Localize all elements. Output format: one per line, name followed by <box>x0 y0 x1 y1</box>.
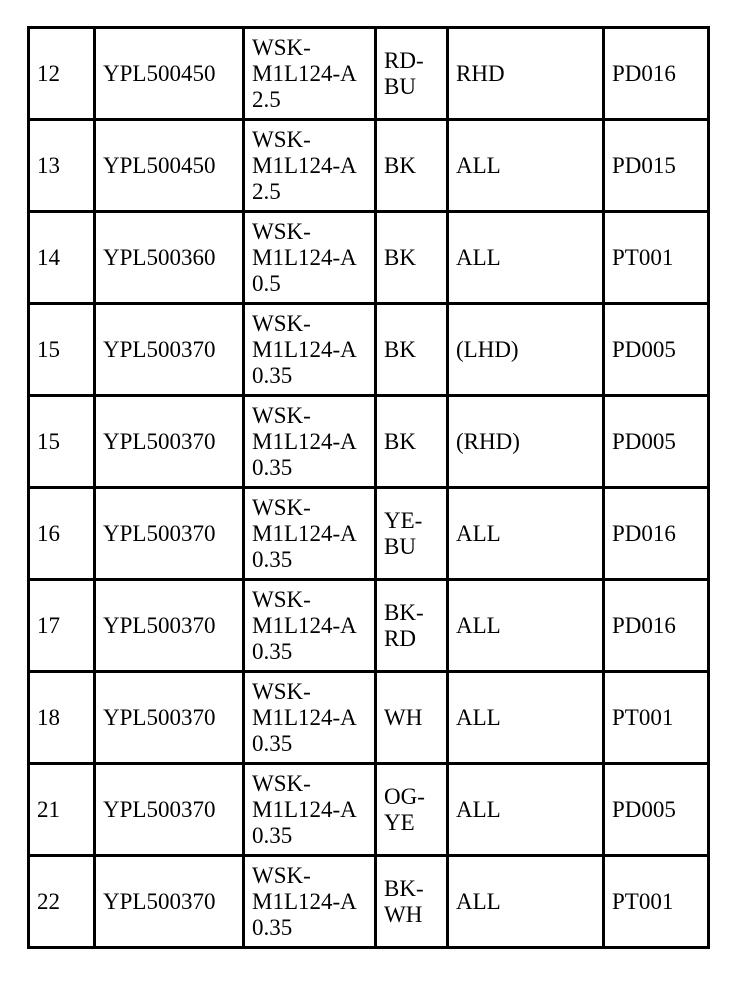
wire-spec-cell-line: 0.5 <box>252 270 281 296</box>
part-number-cell: YPL500450 <box>95 120 244 212</box>
wire-spec-cell <box>244 764 376 856</box>
wire-color-cell-line: YE <box>384 809 415 835</box>
wire-spec-cell-line: 0.35 <box>252 454 293 480</box>
wire-spec-cell <box>244 396 376 488</box>
wire-spec-cell-line: M1L124-A <box>252 704 357 730</box>
wire-spec-cell-line: M1L124-A <box>252 796 357 822</box>
row-number-cell: 17 <box>29 580 95 672</box>
connector-code-cell: PD005 <box>604 396 709 488</box>
wire-color-cell <box>376 28 448 120</box>
wire-spec-cell-line: 0.35 <box>252 362 293 388</box>
part-number-cell: YPL500370 <box>95 580 244 672</box>
wire-color-cell <box>376 856 448 948</box>
row-number-cell: 18 <box>29 672 95 764</box>
wire-color-cell-line: RD <box>384 625 416 651</box>
wire-color-cell <box>376 304 448 396</box>
wire-spec-cell-line: 0.35 <box>252 914 293 940</box>
row-number-cell: 13 <box>29 120 95 212</box>
part-number-cell: YPL500370 <box>95 672 244 764</box>
wire-spec-cell-line: 2.5 <box>252 86 281 112</box>
wire-spec-cell-line: WSK- <box>252 678 311 704</box>
wire-color-cell <box>376 120 448 212</box>
wire-color-cell <box>376 580 448 672</box>
wire-spec-cell-line: WSK- <box>252 402 311 428</box>
wire-spec-cell-line: 0.35 <box>252 822 293 848</box>
wire-spec-cell <box>244 212 376 304</box>
row-number-cell: 16 <box>29 488 95 580</box>
wire-table <box>27 26 710 949</box>
wire-color-cell-line: WH <box>384 901 423 927</box>
table-row <box>29 304 709 396</box>
row-number-cell: 15 <box>29 304 95 396</box>
wire-color-cell-line: YE- <box>384 507 423 533</box>
wire-spec-cell <box>244 488 376 580</box>
row-number-cell: 14 <box>29 212 95 304</box>
drive-side-cell: (RHD) <box>448 396 604 488</box>
drive-side-cell: RHD <box>448 28 604 120</box>
table-row <box>29 120 709 212</box>
wire-color-cell-line: BU <box>384 73 416 99</box>
wire-spec-cell-line: WSK- <box>252 770 311 796</box>
drive-side-cell: ALL <box>448 764 604 856</box>
wire-spec-cell-line: M1L124-A <box>252 244 357 270</box>
table-row <box>29 396 709 488</box>
wire-spec-cell-line: 0.35 <box>252 638 293 664</box>
part-number-cell: YPL500370 <box>95 488 244 580</box>
part-number-cell: YPL500370 <box>95 396 244 488</box>
wire-color-cell-line: BU <box>384 533 416 559</box>
wire-color-cell-line: BK <box>384 152 416 178</box>
table-row <box>29 580 709 672</box>
wire-color-cell <box>376 488 448 580</box>
part-number-cell: YPL500450 <box>95 28 244 120</box>
table-row <box>29 28 709 120</box>
wire-color-cell-line: RD- <box>384 47 424 73</box>
wire-color-cell-line: BK <box>384 428 416 454</box>
drive-side-cell: ALL <box>448 672 604 764</box>
row-number-cell: 22 <box>29 856 95 948</box>
wire-color-cell <box>376 396 448 488</box>
wire-spec-cell-line: WSK- <box>252 126 311 152</box>
wire-spec-cell-line: M1L124-A <box>252 152 357 178</box>
row-number-cell: 15 <box>29 396 95 488</box>
wire-spec-cell-line: 2.5 <box>252 178 281 204</box>
connector-code-cell: PD015 <box>604 120 709 212</box>
wire-color-cell <box>376 764 448 856</box>
part-number-cell: YPL500370 <box>95 304 244 396</box>
part-number-cell: YPL500370 <box>95 856 244 948</box>
wire-spec-cell-line: M1L124-A <box>252 888 357 914</box>
drive-side-cell: ALL <box>448 856 604 948</box>
wire-spec-cell <box>244 580 376 672</box>
connector-code-cell: PD016 <box>604 28 709 120</box>
wire-spec-cell-line: M1L124-A <box>252 612 357 638</box>
wire-color-cell <box>376 212 448 304</box>
wire-spec-cell-line: M1L124-A <box>252 336 357 362</box>
wire-spec-cell <box>244 856 376 948</box>
wire-color-cell <box>376 672 448 764</box>
wire-color-cell-line: BK- <box>384 599 424 625</box>
wire-spec-cell <box>244 672 376 764</box>
table-row <box>29 672 709 764</box>
drive-side-cell: ALL <box>448 120 604 212</box>
drive-side-cell: ALL <box>448 580 604 672</box>
wire-color-cell-line: OG- <box>384 783 425 809</box>
wire-spec-cell-line: WSK- <box>252 586 311 612</box>
wire-spec-cell <box>244 120 376 212</box>
wire-color-cell-line: BK <box>384 244 416 270</box>
wire-spec-cell-line: WSK- <box>252 494 311 520</box>
wire-spec-cell-line: WSK- <box>252 34 311 60</box>
connector-code-cell: PD005 <box>604 304 709 396</box>
wire-spec-cell-line: 0.35 <box>252 730 293 756</box>
row-number-cell: 12 <box>29 28 95 120</box>
wire-color-cell-line: BK <box>384 336 416 362</box>
table-row <box>29 488 709 580</box>
drive-side-cell: (LHD) <box>448 304 604 396</box>
wire-spec-cell <box>244 304 376 396</box>
wire-spec-cell-line: WSK- <box>252 218 311 244</box>
connector-code-cell: PD016 <box>604 488 709 580</box>
connector-code-cell: PD005 <box>604 764 709 856</box>
wire-spec-cell-line: M1L124-A <box>252 520 357 546</box>
row-number-cell: 21 <box>29 764 95 856</box>
wire-spec-cell <box>244 28 376 120</box>
wire-spec-cell-line: 0.35 <box>252 546 293 572</box>
wire-color-cell-line: WH <box>384 704 423 730</box>
wire-spec-cell-line: M1L124-A <box>252 428 357 454</box>
table-row <box>29 212 709 304</box>
wire-spec-cell-line: WSK- <box>252 862 311 888</box>
table-row <box>29 764 709 856</box>
drive-side-cell: ALL <box>448 212 604 304</box>
connector-code-cell: PT001 <box>604 856 709 948</box>
connector-code-cell: PT001 <box>604 672 709 764</box>
table-row <box>29 856 709 948</box>
connector-code-cell: PT001 <box>604 212 709 304</box>
part-number-cell: YPL500370 <box>95 764 244 856</box>
drive-side-cell: ALL <box>448 488 604 580</box>
connector-code-cell: PD016 <box>604 580 709 672</box>
part-number-cell: YPL500360 <box>95 212 244 304</box>
wire-color-cell-line: BK- <box>384 875 424 901</box>
table-body <box>29 28 709 948</box>
wire-spec-cell-line: WSK- <box>252 310 311 336</box>
wire-spec-cell-line: M1L124-A <box>252 60 357 86</box>
